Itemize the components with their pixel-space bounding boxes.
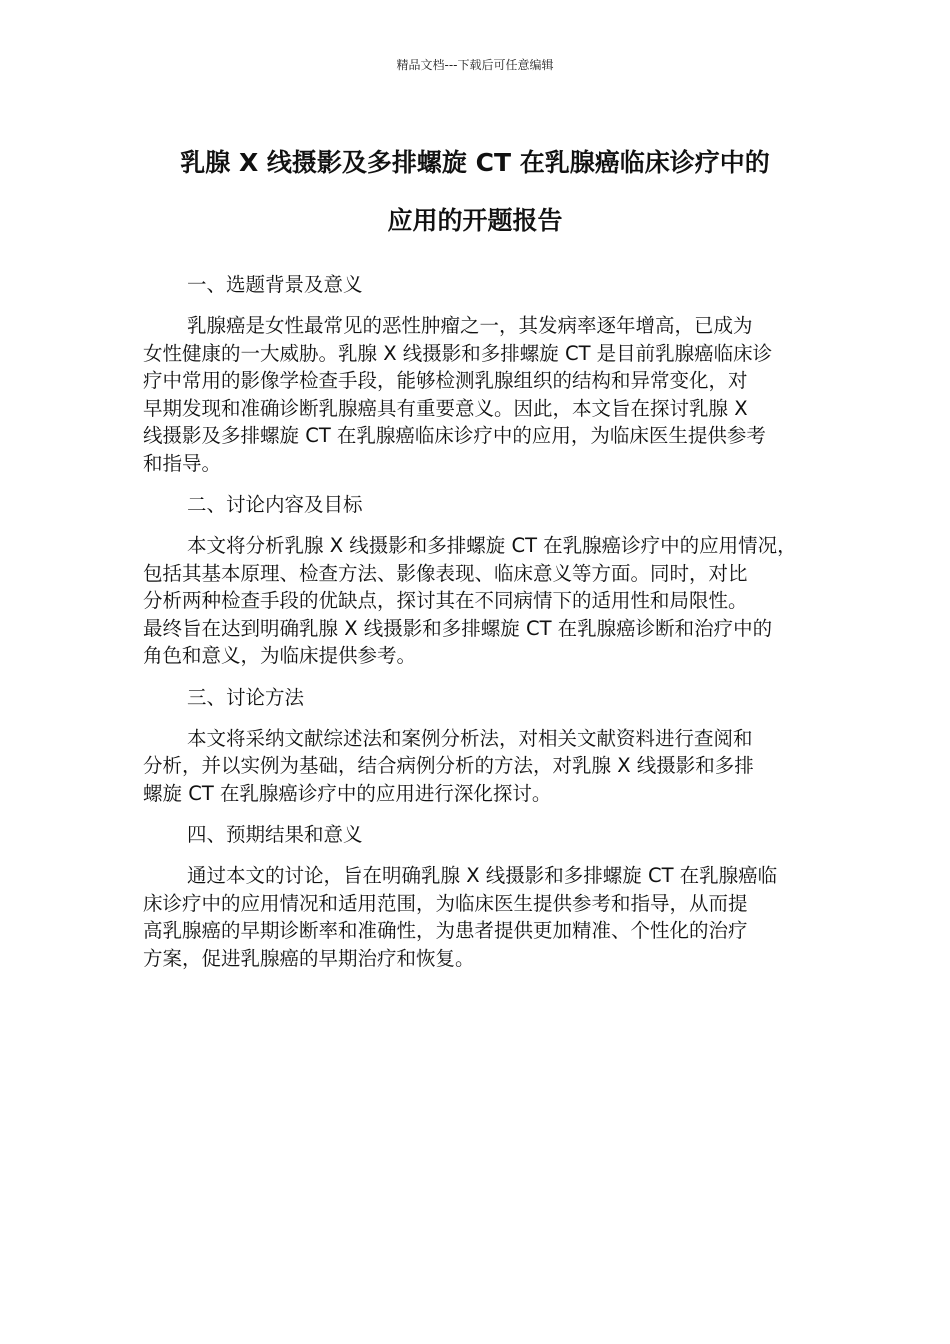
- paragraph-line: 女性健康的一大威胁。乳腺 X 线摄影和多排螺旋 CT 是目前乳腺癌临床诊: [143, 341, 773, 365]
- paragraph-line: 和指导。: [143, 451, 222, 475]
- paragraph-line: 疗中常用的影像学检查手段，能够检测乳腺组织的结构和异常变化，对: [143, 369, 748, 392]
- paragraph-line: 最终旨在达到明确乳腺 X 线摄影和多排螺旋 CT 在乳腺癌诊断和治疗中的: [143, 616, 773, 640]
- paragraph-line: 本文将分析乳腺 X 线摄影和多排螺旋 CT 在乳腺癌诊疗中的应用情况，: [187, 534, 797, 557]
- section-heading-background: 一、选题背景及意义: [187, 273, 363, 296]
- paragraph-line: 本文将采纳文献综述法和案例分析法，对相关文献资料进行查阅和: [187, 726, 753, 750]
- section-heading-content-goals: 二、讨论内容及目标: [187, 493, 363, 516]
- paragraph-line: 包括其基本原理、检查方法、影像表现、临床意义等方面。同时，对比: [143, 561, 748, 585]
- paragraph-line: 角色和意义，为临床提供参考。: [143, 644, 417, 667]
- paragraph-line: 床诊疗中的应用情况和适用范围，为临床医生提供参考和指导，从而提: [143, 891, 748, 915]
- document-body: [143, 271, 815, 986]
- header-note: 精品文档---下载后可任意编辑: [396, 58, 554, 72]
- section-heading-expected-results: 四、预期结果和意义: [187, 823, 363, 846]
- paragraph-line: 方案，促进乳腺癌的早期治疗和恢复。: [143, 946, 475, 970]
- paragraph-line: 高乳腺癌的早期诊断率和准确性，为患者提供更加精准、个性化的治疗: [143, 919, 748, 942]
- title-line-1: 乳腺 X 线摄影及多排螺旋 CT 在乳腺癌临床诊疗中的: [180, 148, 770, 177]
- paragraph-line: 早期发现和准确诊断乳腺癌具有重要意义。因此，本文旨在探讨乳腺 X: [143, 396, 748, 420]
- section-paragraph-expected-results: [143, 862, 815, 972]
- section-heading-methods: 三、讨论方法: [187, 685, 305, 709]
- paragraph-line: 分析，并以实例为基础，结合病例分析的方法，对乳腺 X 线摄影和多排: [143, 754, 754, 777]
- document-title: [100, 134, 850, 250]
- section-paragraph-background: [143, 312, 815, 477]
- paragraph-line: 螺旋 CT 在乳腺癌诊疗中的应用进行深化探讨。: [143, 781, 552, 805]
- title-line-2: 应用的开题报告: [387, 206, 563, 235]
- paragraph-line: 通过本文的讨论，旨在明确乳腺 X 线摄影和多排螺旋 CT 在乳腺癌临: [187, 864, 778, 887]
- section-paragraph-content-goals: [143, 532, 815, 670]
- paragraph-line: 乳腺癌是女性最常见的恶性肿瘤之一，其发病率逐年增高，已成为: [187, 314, 753, 337]
- paragraph-line: 线摄影及多排螺旋 CT 在乳腺癌临床诊疗中的应用，为临床医生提供参考: [143, 424, 766, 447]
- section-paragraph-methods: [143, 725, 815, 808]
- paragraph-line: 分析两种检查手段的优缺点，探讨其在不同病情下的适用性和局限性。: [143, 589, 748, 612]
